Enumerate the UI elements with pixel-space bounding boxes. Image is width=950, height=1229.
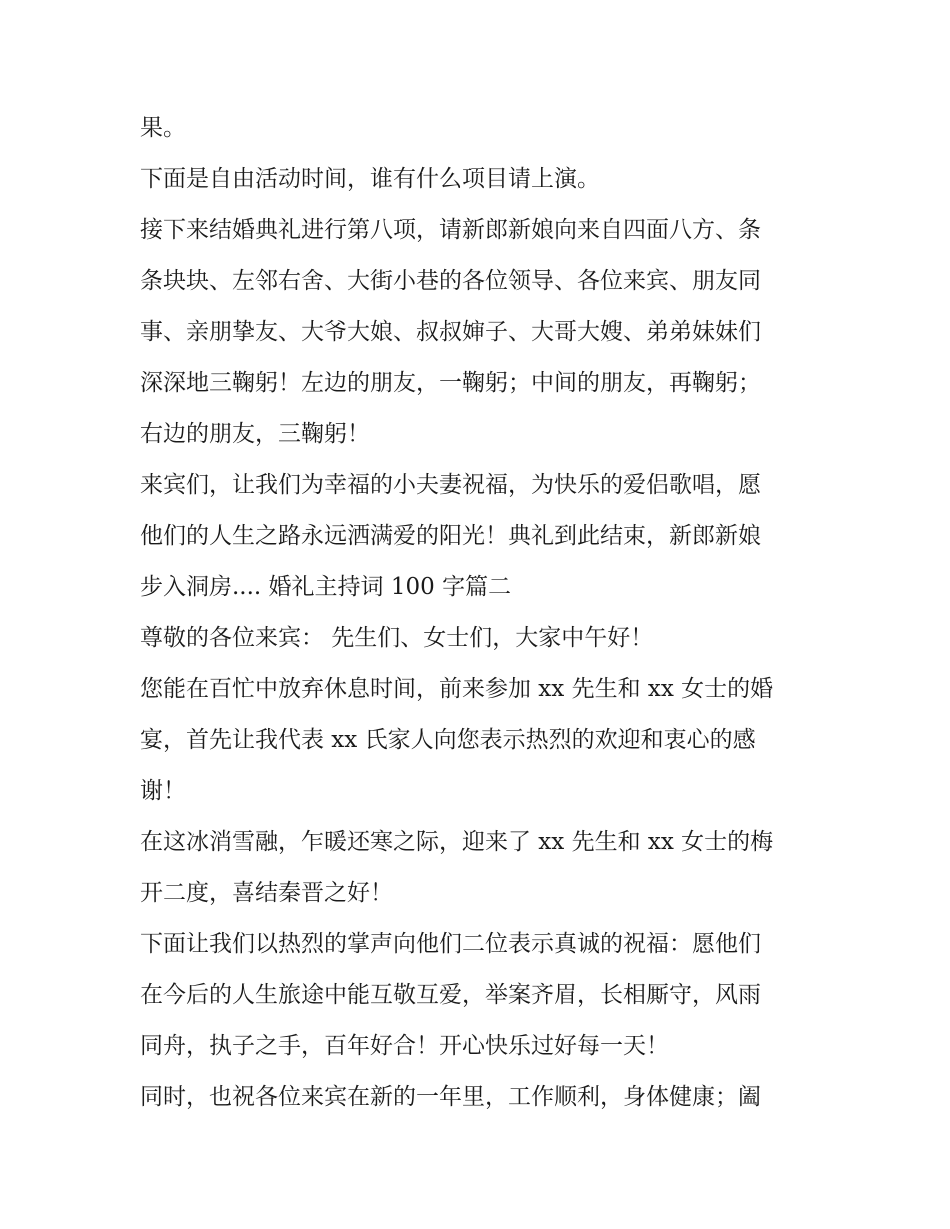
text-line: 同舟，执子之手，百年好合！开心快乐过好每一天！ bbox=[140, 1033, 669, 1059]
text-line: 宴，首先让我代表 xx 氏家人向您表示热烈的欢迎和衷心的感 bbox=[140, 727, 756, 753]
document-body bbox=[140, 103, 820, 1123]
text-line: 深深地三鞠躬！左边的朋友，一鞠躬；中间的朋友，再鞠躬； bbox=[140, 370, 761, 396]
text-line: 在今后的人生旅途中能互敬互爱，举案齐眉，长相厮守，风雨 bbox=[140, 982, 761, 1008]
text-line: 接下来结婚典礼进行第八项，请新郎新娘向来自四面八方、条 bbox=[140, 217, 761, 243]
text-line: 谢！ bbox=[140, 778, 186, 804]
text-line: 条块块、左邻右舍、大街小巷的各位领导、各位来宾、朋友同 bbox=[140, 268, 761, 294]
text-line: 步入洞房.... 婚礼主持词 100 字篇二 bbox=[140, 574, 512, 600]
text-line: 他们的人生之路永远洒满爱的阳光！典礼到此结束，新郎新娘 bbox=[140, 523, 761, 549]
text-line: 事、亲朋挚友、大爷大娘、叔叔婶子、大哥大嫂、弟弟妹妹们 bbox=[140, 319, 761, 345]
text-line: 同时，也祝各位来宾在新的一年里，工作顺利，身体健康；阖 bbox=[140, 1084, 761, 1110]
text-line: 您能在百忙中放弃休息时间，前来参加 xx 先生和 xx 女士的婚 bbox=[140, 676, 774, 702]
text-line: 下面让我们以热烈的掌声向他们二位表示真诚的祝福：愿他们 bbox=[140, 931, 761, 957]
text-line: 果。 bbox=[140, 115, 186, 141]
text-line: 尊敬的各位来宾： 先生们、女士们，大家中午好！ bbox=[140, 625, 654, 651]
text-line: 在这冰消雪融，乍暖还寒之际，迎来了 xx 先生和 xx 女士的梅 bbox=[140, 829, 774, 855]
text-line: 开二度，喜结秦晋之好！ bbox=[140, 880, 393, 906]
text-line: 右边的朋友，三鞠躬！ bbox=[140, 421, 370, 447]
text-line: 下面是自由活动时间，谁有什么项目请上演。 bbox=[140, 166, 600, 192]
text-line: 来宾们，让我们为幸福的小夫妻祝福，为快乐的爱侣歌唱，愿 bbox=[140, 472, 761, 498]
